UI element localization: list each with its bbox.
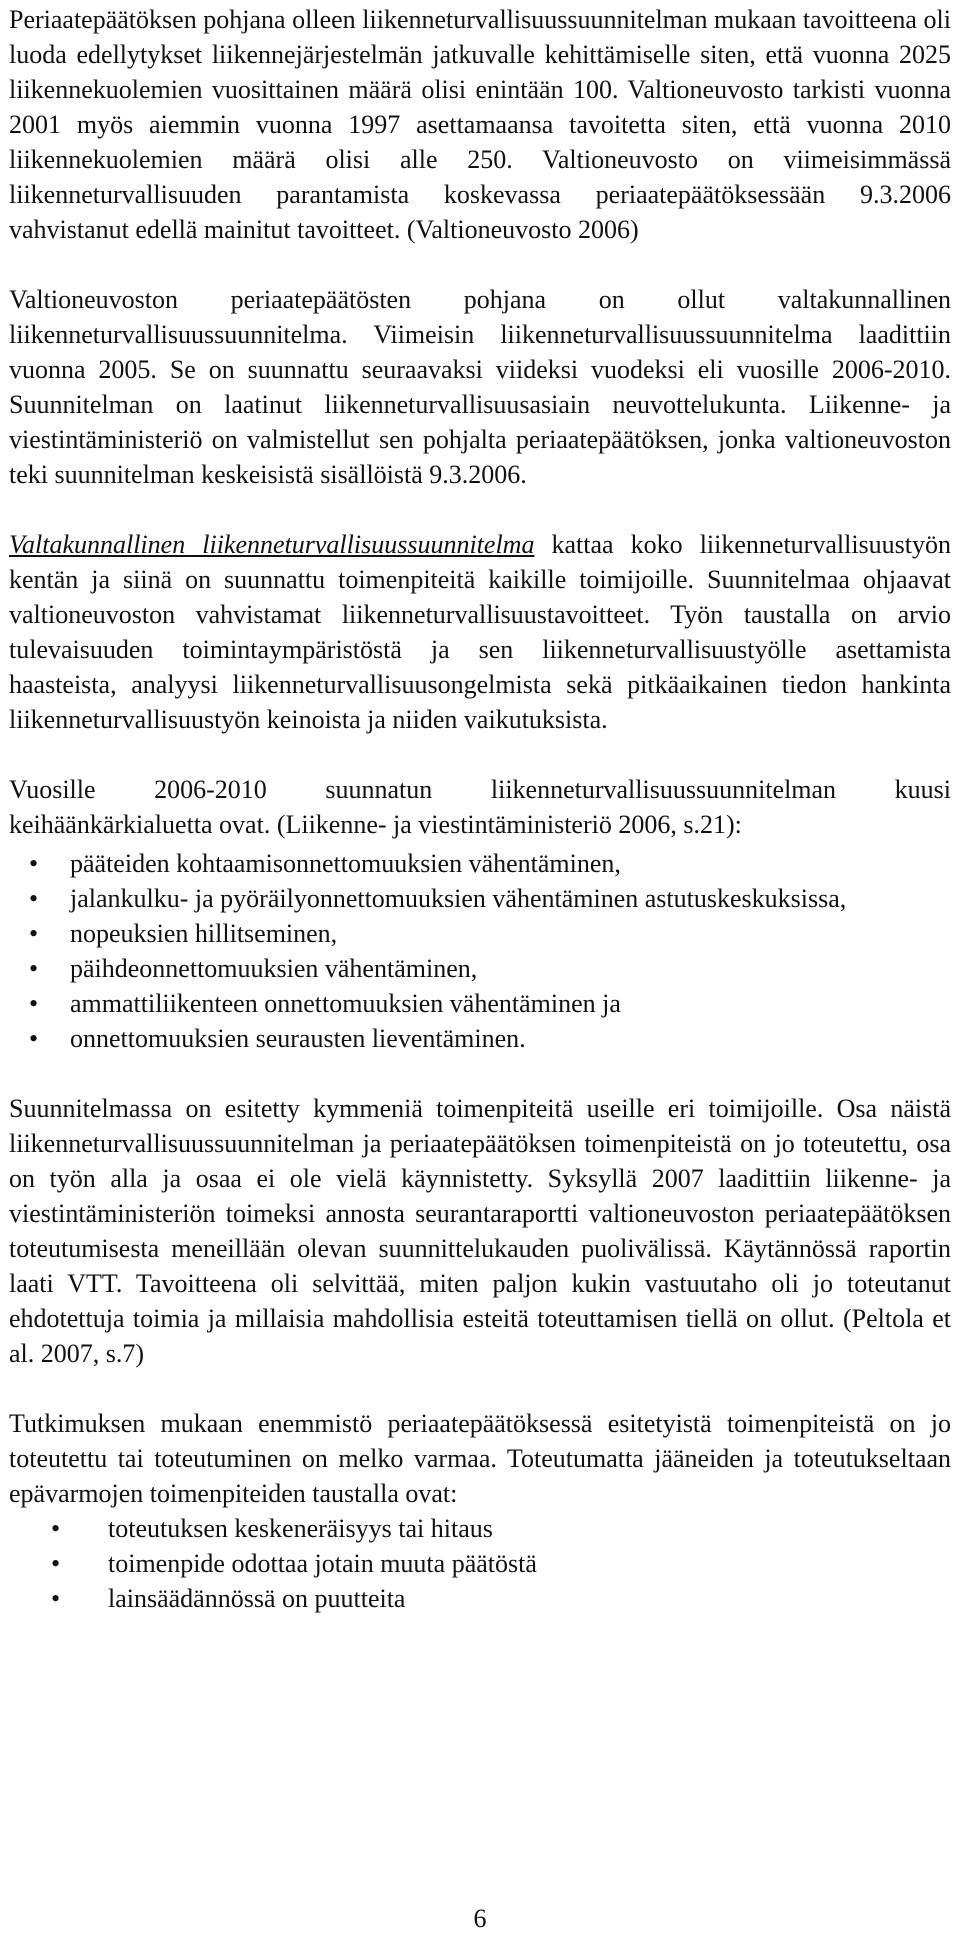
list-item: • jalankulku- ja pyöräilyonnettomuuksien vähentäminen astutuskeskuksissa, xyxy=(9,881,951,916)
bullet-icon: • xyxy=(29,1024,39,1053)
paragraph-plan-scope xyxy=(9,527,951,737)
bullet-icon: • xyxy=(51,1584,61,1613)
paragraph-focus-areas-intro: Vuosille 2006-2010 suunnatun liikenneturvallisuussuunnitelman kuusi keihäänkärkialuetta ovat. (Liikenne- ja viestintäministeriö 2006, s.21): xyxy=(9,775,951,839)
obstacles-list xyxy=(9,1511,951,1616)
document-page xyxy=(9,2,951,1616)
list-item: • toimenpide odottaa jotain muuta päätöstä xyxy=(9,1546,951,1581)
page-number: 6 xyxy=(473,1904,487,1933)
list-item: • onnettomuuksien seurausten lieventäminen. xyxy=(9,1021,951,1056)
plan-scope-text: kattaa koko liikenneturvallisuustyön kentän ja siinä on suunnattu toimenpiteitä kaikille toimijoille. Suunnitelmaa ohjaavat valtioneuvoston vahvistamat liikenneturvallisuustavoitteet. Työn taustalla on arvio tulevaisuuden toimintaympäristöstä ja sen liikenneturvallisuustyölle asettamista haasteista, analyysi liikenneturvallisuusongelmista sekä pitkäaikainen tiedon hankinta liikenneturvallisuustyön keinoista ja niiden vaikutuksista. xyxy=(9,530,951,734)
bullet-icon: • xyxy=(29,919,39,948)
paragraph-follow-up-report: Suunnitelmassa on esitetty kymmeniä toimenpiteitä useille eri toimijoille. Osa näistä liikenneturvallisuussuunnitelman ja periaatepäätöksen toimenpiteistä on jo toteutettu, osa on työn alla ja osaa ei ole vielä käynnistetty. Syksyllä 2007 laadittiin liikenne- ja viestintäministeriön toimeksi annosta seurantaraportti valtioneuvoston periaatepäätöksen toteutumisesta meneillään olevan suunnittelukauden puolivälissä. Käytännössä raportin laati VTT. Tavoitteena oli selvittää, miten paljon kukin vastuutaho oli jo toteutanut ehdotettuja toimia ja millaisia mahdollisia esteitä toteuttamisen tiellä on ollut. (Peltola et al. 2007, s.7) xyxy=(9,1094,951,1368)
bullet-icon: • xyxy=(51,1514,61,1543)
list-item: • ammattiliikenteen onnettomuuksien vähentäminen ja xyxy=(9,986,951,1021)
list-item: • lainsäädännössä on puutteita xyxy=(9,1581,951,1616)
bullet-icon: • xyxy=(29,884,39,913)
list-item: • pääteiden kohtaamisonnettomuuksien vähentäminen, xyxy=(9,846,951,881)
plan-title-emphasis: Valtakunnallinen liikenneturvallisuussuunnitelma xyxy=(9,530,535,559)
bullet-icon: • xyxy=(29,954,39,983)
bullet-icon: • xyxy=(29,849,39,878)
paragraph-study-findings: Tutkimuksen mukaan enemmistö periaatepäätöksessä esitetyistä toimenpiteistä on jo toteutettu tai toteutuminen on melko varmaa. Toteutumatta jääneiden ja toteutukseltaan epävarmojen toimenpiteiden taustalla ovat: xyxy=(9,1409,951,1508)
paragraph-safety-plan: Valtioneuvoston periaatepäätösten pohjana on ollut valtakunnallinen liikenneturvallisuussuunnitelma. Viimeisin liikenneturvallisuussuunnitelma laadittiin vuonna 2005. Se on suunnattu seuraavaksi viideksi vuodeksi eli vuosille 2006-2010. Suunnitelman on laatinut liikenneturvallisuusasiain neuvottelukunta. Liikenne- ja viestintäministeriö on valmistellut sen pohjalta periaatepäätöksen, jonka valtioneuvoston teki suunnitelman keskeisistä sisällöistä 9.3.2006. xyxy=(9,285,951,489)
list-item: • nopeuksien hillitseminen, xyxy=(9,916,951,951)
list-item: • toteutuksen keskeneräisyys tai hitaus xyxy=(9,1511,951,1546)
bullet-icon: • xyxy=(29,989,39,1018)
focus-areas-list xyxy=(9,846,951,1056)
paragraph-intro-targets: Periaatepäätöksen pohjana olleen liikenneturvallisuussuunnitelman mukaan tavoitteena oli luoda edellytykset liikennejärjestelmän jatkuvalle kehittämiselle siten, että vuonna 2025 liikennekuolemien vuosittainen määrä olisi enintään 100. Valtioneuvosto tarkisti vuonna 2001 myös aiemmin vuonna 1997 asettamaansa tavoitetta siten, että vuonna 2010 liikennekuolemien määrä olisi alle 250. Valtioneuvosto on viimeisimmässä liikenneturvallisuuden parantamista koskevassa periaatepäätöksessään 9.3.2006 vahvistanut edellä mainitut tavoitteet. (Valtioneuvosto 2006) xyxy=(9,5,951,244)
list-item: • päihdeonnettomuuksien vähentäminen, xyxy=(9,951,951,986)
bullet-icon: • xyxy=(51,1549,61,1578)
